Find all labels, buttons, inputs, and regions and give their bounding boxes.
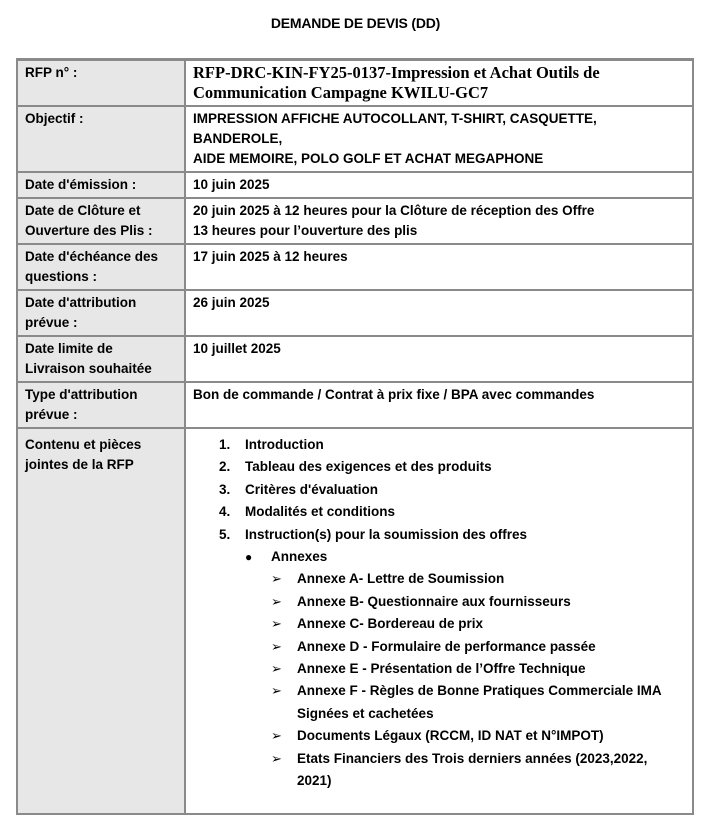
list-item-text <box>297 680 662 725</box>
arrowhead-icon: ➢ <box>271 593 282 609</box>
annexes-list <box>271 568 685 792</box>
label-line: prévue : <box>25 407 78 422</box>
value-rfp-number <box>185 60 693 107</box>
list-item-text: Annexe A- Lettre de Soumission <box>297 571 505 587</box>
list-item <box>271 748 685 793</box>
table-row-objectif <box>17 106 693 172</box>
label-line: jointes de la RFP <box>25 457 134 472</box>
list-item-text: Annexes <box>271 549 328 565</box>
list-item <box>271 568 685 590</box>
label-contenu <box>17 428 185 814</box>
label-date-echeance <box>17 244 185 290</box>
list-number: 3. <box>219 481 231 497</box>
table-row-date-emission <box>17 172 693 198</box>
bullet-dot-icon: ● <box>245 550 253 565</box>
value-line: 17 juin 2025 à 12 heures <box>193 249 348 264</box>
label-line: Livraison souhaitée <box>25 361 152 376</box>
list-item-text: Instruction(s) pour la soumission des offres <box>245 526 528 542</box>
arrowhead-icon: ➢ <box>271 750 282 766</box>
label-line: Date limite de <box>25 341 113 356</box>
contents-numbered-list <box>193 434 685 546</box>
table-row-rfp-number <box>17 60 693 107</box>
value-line: 26 juin 2025 <box>193 295 270 310</box>
value-line: Bon de commande / Contrat à prix fixe / BPA avec commandes <box>193 387 595 402</box>
list-item-text: Annexe D - Formulaire de performance passée <box>297 638 596 654</box>
label-line: Date d'attribution <box>25 295 137 310</box>
value-line: AIDE MEMOIRE, POLO GOLF ET ACHAT MEGAPHONE <box>193 151 544 166</box>
table-row-type-attribution <box>17 382 693 428</box>
value-line: 13 heures pour l’ouverture des plis <box>193 223 418 238</box>
value-line: Communication Campagne KWILU-GC7 <box>193 83 489 102</box>
list-item-annexes <box>245 546 685 568</box>
table-row-date-attribution <box>17 290 693 336</box>
value-line: 10 juillet 2025 <box>193 341 281 356</box>
label-line: Type d'attribution <box>25 387 138 402</box>
value-date-livraison <box>185 336 693 382</box>
list-item <box>219 479 685 501</box>
table-row-date-echeance <box>17 244 693 290</box>
value-line: IMPRESSION AFFICHE AUTOCOLLANT, T-SHIRT, CASQUETTE, BANDEROLE, <box>193 111 597 146</box>
list-item <box>219 501 685 523</box>
value-date-emission <box>185 172 693 198</box>
table-row-date-livraison <box>17 336 693 382</box>
arrowhead-icon: ➢ <box>271 571 282 587</box>
text-line: Signées et cachetées <box>297 705 434 721</box>
list-item-text: Modalités et conditions <box>245 504 396 520</box>
value-line: 10 juin 2025 <box>193 177 270 192</box>
label-line: questions : <box>25 269 98 284</box>
label-line: Date d'échéance des <box>25 249 159 264</box>
list-item <box>219 434 685 456</box>
list-item-text <box>297 748 647 793</box>
list-item-text: Annexe C- Bordereau de prix <box>297 616 484 632</box>
arrowhead-icon: ➢ <box>271 661 282 677</box>
list-item-text: Annexe E - Présentation de l’Offre Technique <box>297 661 586 677</box>
list-item-text: Annexe B- Questionnaire aux fournisseurs <box>297 593 571 609</box>
value-line: 20 juin 2025 à 12 heures pour la Clôture de réception des Offre <box>193 203 595 218</box>
list-item <box>271 680 685 725</box>
value-date-cloture <box>185 198 693 244</box>
list-item <box>271 725 685 747</box>
label-rfp-number: RFP n° : <box>17 60 185 107</box>
label-date-emission: Date d'émission : <box>17 172 185 198</box>
list-number: 1. <box>219 437 231 452</box>
list-item <box>271 636 685 658</box>
list-item <box>271 591 685 613</box>
value-date-echeance <box>185 244 693 290</box>
list-number: 2. <box>219 459 231 475</box>
arrowhead-icon: ➢ <box>271 616 282 632</box>
label-date-attribution <box>17 290 185 336</box>
list-item <box>219 524 685 546</box>
list-item-text: Documents Légaux (RCCM, ID NAT et N°IMPOT) <box>297 728 604 744</box>
text-line: Annexe F - Règles de Bonne Pratiques Commerciale IMA <box>297 683 662 699</box>
table-row-contenu <box>17 428 693 814</box>
list-item <box>219 456 685 478</box>
label-date-cloture <box>17 198 185 244</box>
value-objectif <box>185 106 693 172</box>
list-item-text: Introduction <box>245 437 324 452</box>
list-item-text: Tableau des exigences et des produits <box>245 459 492 475</box>
list-item <box>271 613 685 635</box>
label-line: Date de Clôture et <box>25 203 141 218</box>
list-item <box>271 658 685 680</box>
value-date-attribution <box>185 290 693 336</box>
label-date-livraison <box>17 336 185 382</box>
label-line: prévue : <box>25 315 78 330</box>
arrowhead-icon: ➢ <box>271 638 282 654</box>
text-line: 2021) <box>297 773 332 789</box>
rfp-details-table <box>16 58 694 815</box>
label-line: Contenu et pièces <box>25 437 142 452</box>
arrowhead-icon: ➢ <box>271 683 282 699</box>
text-line: Etats Financiers des Trois derniers années (2023,2022, <box>297 750 648 766</box>
label-line: Ouverture des Plis : <box>25 223 153 238</box>
arrowhead-icon: ➢ <box>271 728 282 744</box>
list-number: 5. <box>219 526 231 542</box>
list-number: 4. <box>219 504 231 520</box>
list-item-text: Critères d'évaluation <box>245 481 379 497</box>
label-objectif: Objectif : <box>17 106 185 172</box>
value-type-attribution <box>185 382 693 428</box>
label-type-attribution <box>17 382 185 428</box>
value-contenu <box>185 428 693 814</box>
table-row-date-cloture <box>17 198 693 244</box>
document-title: DEMANDE DE DEVIS (DD) <box>270 15 441 31</box>
value-line: RFP-DRC-KIN-FY25-0137-Impression et Achat Outils de <box>193 63 600 82</box>
